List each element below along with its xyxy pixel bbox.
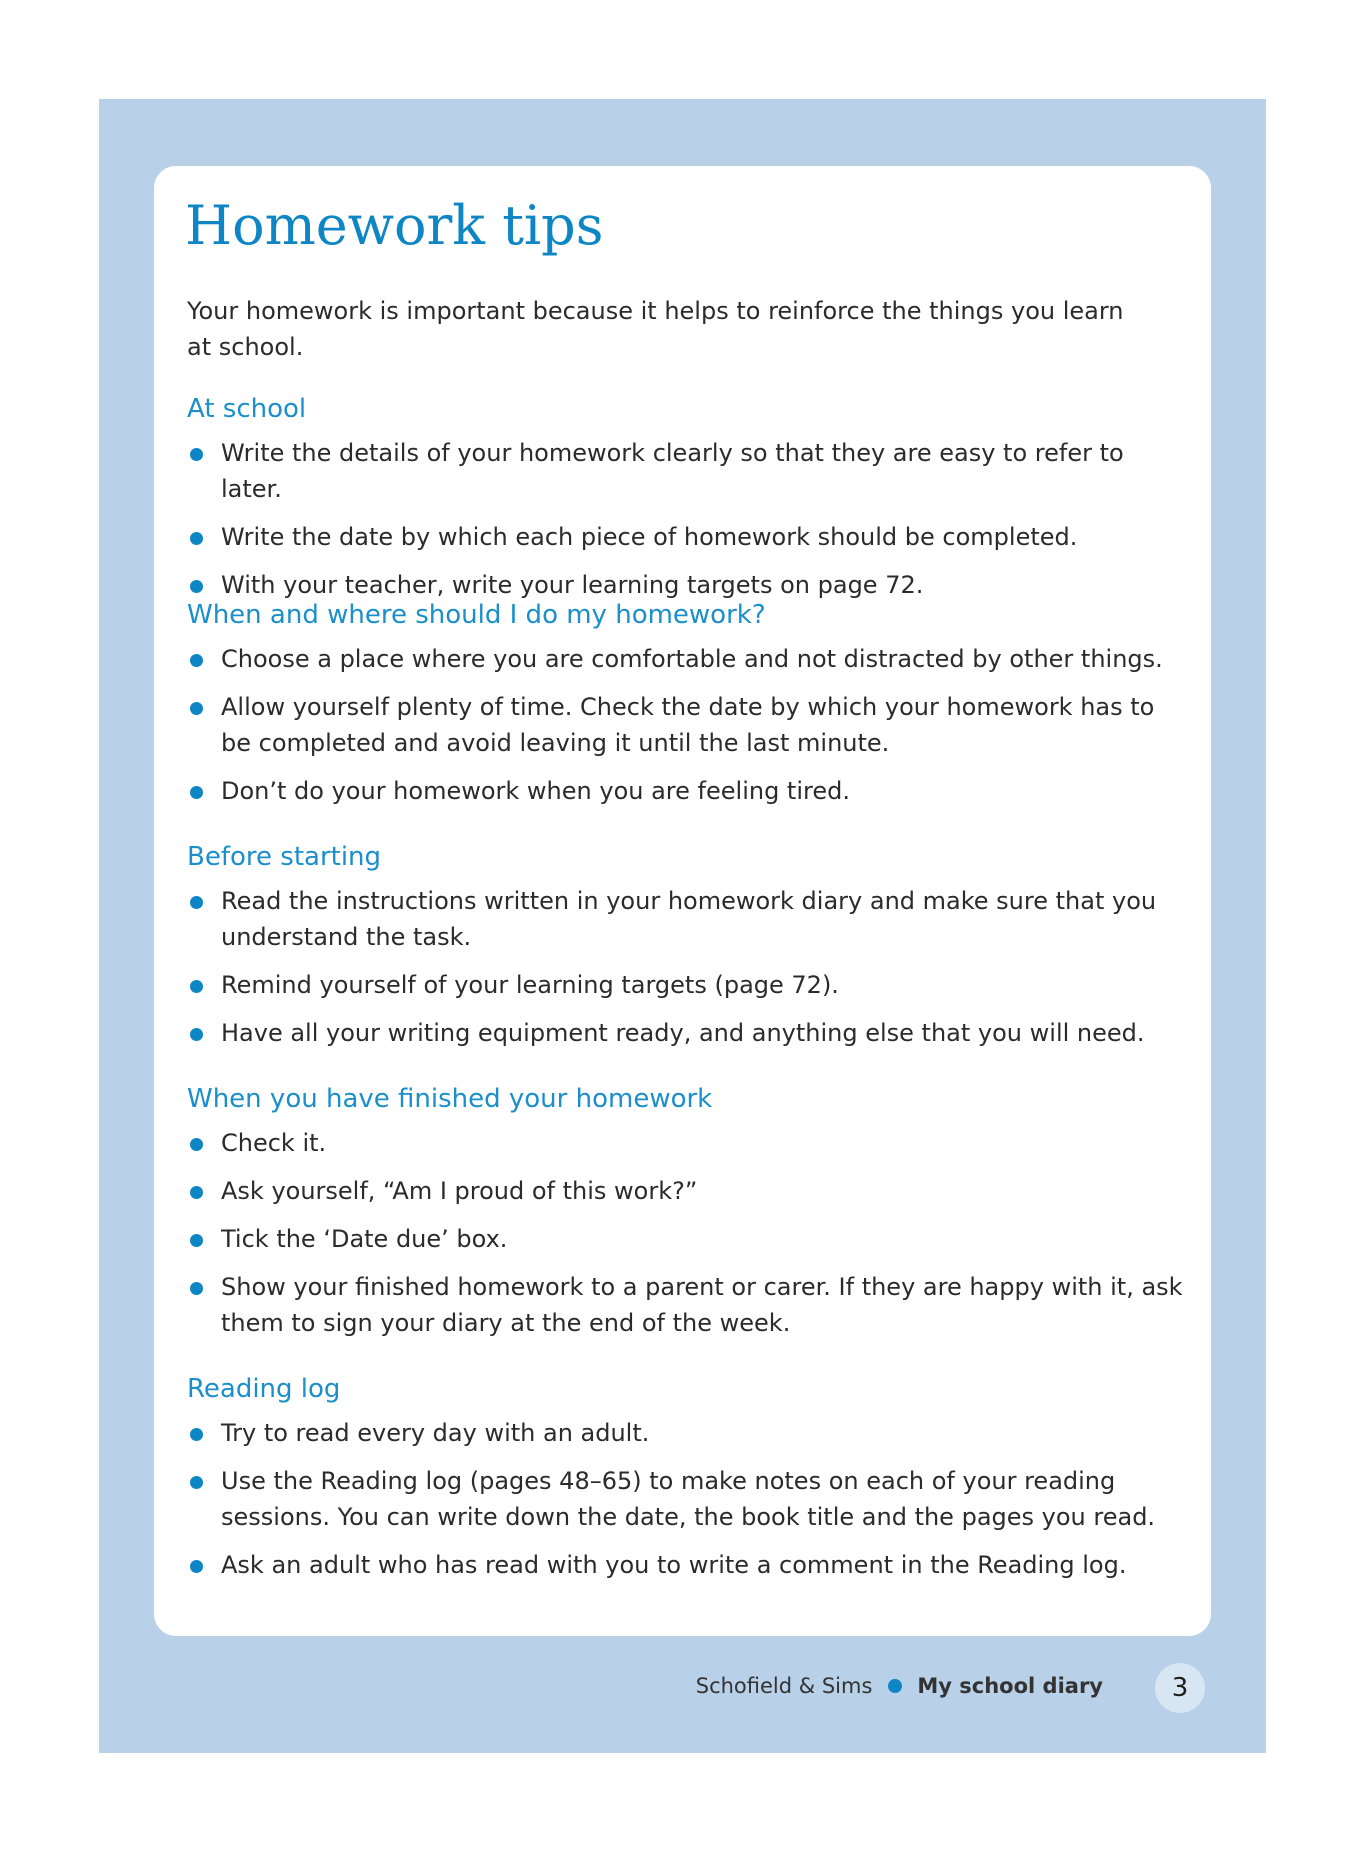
section-before-starting — [187, 839, 1187, 1063]
bullet-icon — [190, 654, 203, 667]
list-item — [187, 689, 1187, 761]
section-heading: Reading log — [187, 1374, 341, 1404]
page-title: Homework tips — [185, 194, 604, 257]
list-item-text: Remind yourself of your learning targets (page 72). — [221, 971, 839, 999]
bullet-icon — [190, 448, 203, 461]
list-item-text: Choose a place where you are comfortable and not distracted by other things. — [221, 645, 1163, 673]
bullet-icon — [190, 532, 203, 545]
list-item-text: Check it. — [221, 1129, 327, 1157]
intro-paragraph: Your homework is important because it helps to reinforce the things you learn at school. — [187, 297, 1124, 361]
tips-list — [187, 1125, 1187, 1341]
bullet-icon — [190, 1186, 203, 1199]
publisher-name: Schofield & Sims — [695, 1674, 873, 1698]
bullet-icon — [190, 1428, 203, 1441]
list-item — [187, 1125, 1187, 1161]
bullet-icon — [190, 702, 203, 715]
list-item-text: Show your finished homework to a parent or carer. If they are happy with it, ask them to sign your diary at the end of the week. — [221, 1273, 1183, 1337]
list-item-text: Don’t do your homework when you are feeling tired. — [221, 777, 850, 805]
tips-list — [187, 435, 1187, 603]
bullet-icon — [190, 580, 203, 593]
list-item-text: Ask yourself, “Am I proud of this work?” — [221, 1177, 698, 1205]
list-item — [187, 1269, 1187, 1341]
separator-dot-icon — [888, 1679, 902, 1693]
section-when-finished — [187, 1081, 1187, 1353]
bullet-icon — [190, 980, 203, 993]
list-item-text: Have all your writing equipment ready, and anything else that you will need. — [221, 1019, 1145, 1047]
page-number: 3 — [1155, 1663, 1205, 1713]
bullet-icon — [190, 1138, 203, 1151]
list-item-text: Write the date by which each piece of homework should be completed. — [221, 523, 1078, 551]
page-footer — [696, 1666, 1103, 1706]
list-item-text: Ask an adult who has read with you to write a comment in the Reading log. — [221, 1551, 1127, 1579]
list-item — [187, 1547, 1187, 1583]
list-item-text: Tick the ‘Date due’ box. — [221, 1225, 508, 1253]
list-item-text: Read the instructions written in your homework diary and make sure that you understand the task. — [221, 887, 1157, 951]
bullet-icon — [190, 1282, 203, 1295]
list-item — [187, 641, 1187, 677]
bullet-icon — [190, 1234, 203, 1247]
section-heading: When and where should I do my homework? — [187, 600, 766, 630]
section-when-and-where — [187, 597, 1187, 821]
bullet-icon — [190, 896, 203, 909]
list-item — [187, 967, 1187, 1003]
list-item-text: With your teacher, write your learning targets on page 72. — [221, 571, 924, 599]
list-item — [187, 1463, 1187, 1535]
list-item-text: Use the Reading log (pages 48–65) to make notes on each of your reading sessions. You can write down the date, the book title and the pages you read. — [221, 1467, 1156, 1531]
section-reading-log — [187, 1371, 1187, 1595]
bullet-icon — [190, 786, 203, 799]
bullet-icon — [190, 1028, 203, 1041]
list-item — [187, 773, 1187, 809]
list-item-text: Allow yourself plenty of time. Check the date by which your homework has to be completed and avoid leaving it until the last minute. — [221, 693, 1155, 757]
bullet-icon — [190, 1476, 203, 1489]
section-heading: At school — [187, 394, 307, 424]
book-title: My school diary — [917, 1674, 1103, 1698]
list-item-text: Try to read every day with an adult. — [221, 1419, 650, 1447]
list-item — [187, 435, 1187, 507]
section-heading: When you have finished your homework — [187, 1084, 713, 1114]
tips-list — [187, 641, 1187, 809]
tips-list — [187, 1415, 1187, 1583]
list-item — [187, 1173, 1187, 1209]
section-at-school — [187, 391, 1187, 615]
list-item — [187, 1015, 1187, 1051]
list-item — [187, 1221, 1187, 1257]
list-item-text: Write the details of your homework clearly so that they are easy to refer to later. — [221, 439, 1124, 503]
list-item — [187, 519, 1187, 555]
tips-list — [187, 883, 1187, 1051]
bullet-icon — [190, 1560, 203, 1573]
list-item — [187, 1415, 1187, 1451]
section-heading: Before starting — [187, 842, 382, 872]
list-item — [187, 883, 1187, 955]
